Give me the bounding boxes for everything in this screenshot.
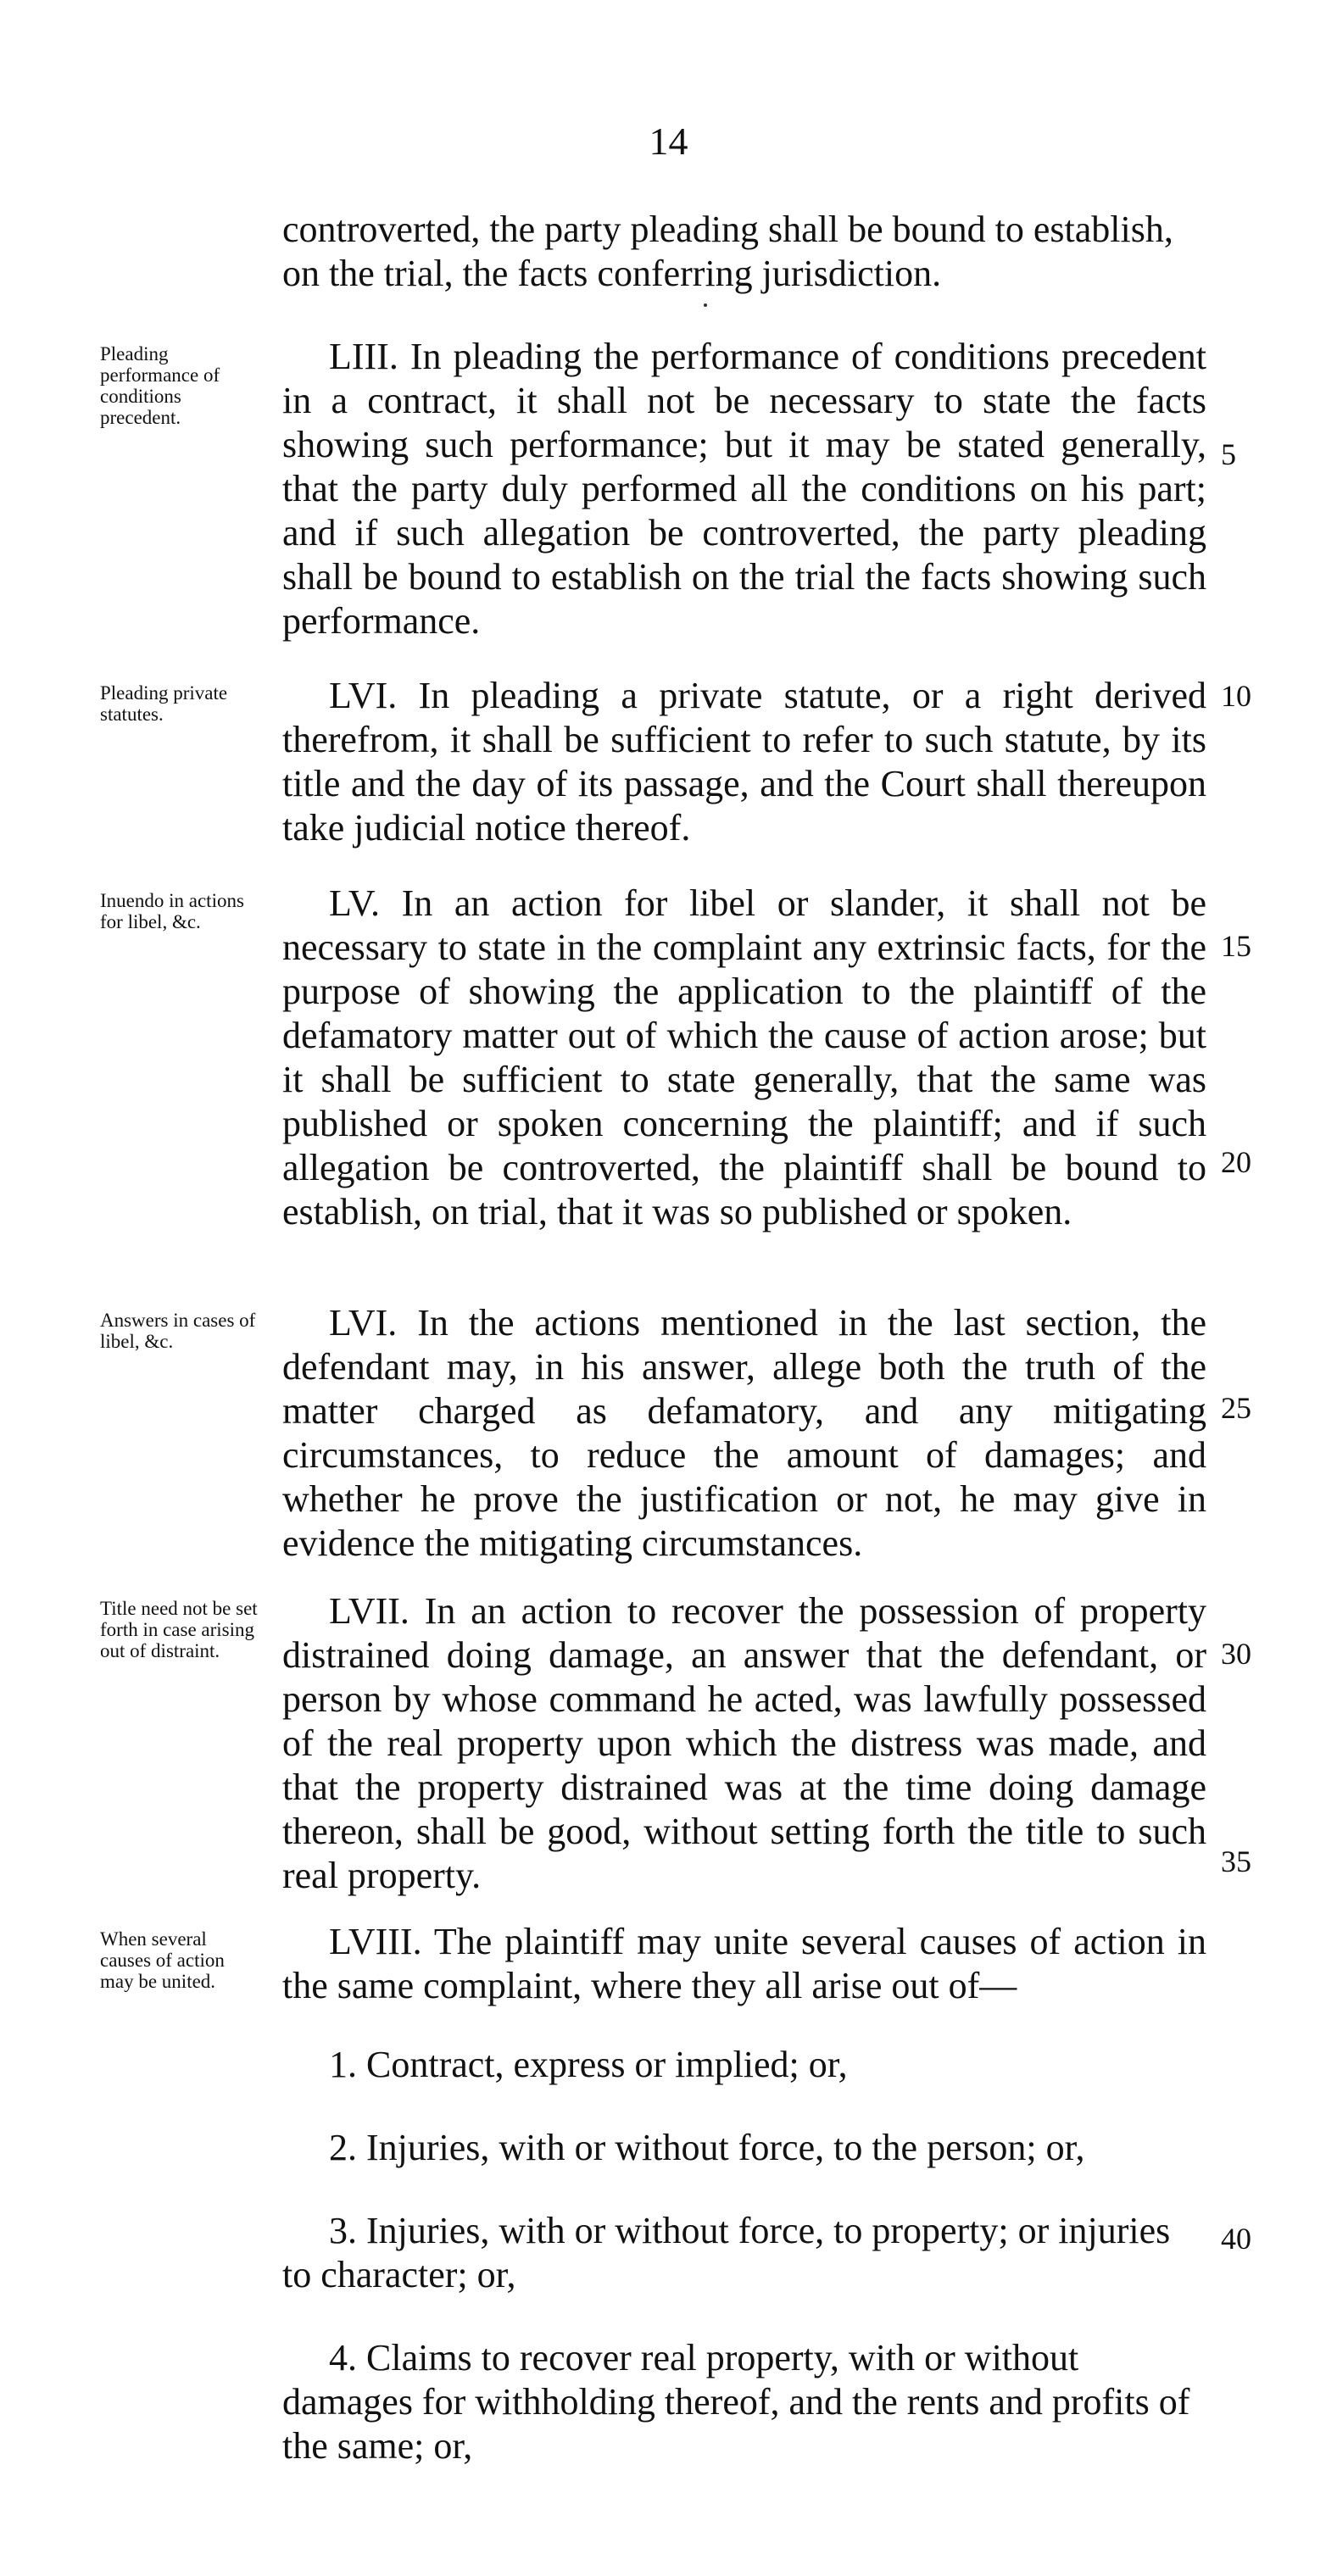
line-number: 35 bbox=[1221, 1844, 1251, 1878]
clause-item: 1. Contract, express or implied; or, bbox=[329, 2044, 848, 2085]
line-number: 10 bbox=[1221, 679, 1251, 713]
section-55-body bbox=[282, 882, 1206, 1234]
clause-item: 2. Injuries, with or without force, to the person; or, bbox=[329, 2127, 1085, 2168]
page-number: 14 bbox=[649, 120, 688, 163]
sidenote-private-statutes: Pleading private statutes. bbox=[100, 682, 228, 725]
sidenote-causes-united: When several causes of action may be united. bbox=[100, 1928, 225, 1992]
line-number: 15 bbox=[1221, 929, 1251, 963]
clause-item: 3. Injuries, with or without force, to property; or injuries to character; or, bbox=[282, 2210, 1171, 2295]
section-text: In the actions mentioned in the last section, the defendant may, in his answer, allege both the truth of the matter charged as defamatory, and any mitigating circumstances, to reduce the amount of damages; and whether he prove the justification or not, he may give in evidence the mitigating circumstances. bbox=[282, 1302, 1207, 1564]
line-number: 25 bbox=[1221, 1391, 1251, 1425]
section-text: In an action to recover the possession of property distrained doing damage, an answer that the defendant, or person by whose command he acted, was lawfully possessed of the real property upon which the distress was made, and that the property distrained was at the time doing damage thereon, shall be good, without setting forth the title to such real property. bbox=[282, 1590, 1206, 1896]
intro-paragraph: controverted, the party pleading shall be bound to establish, on the trial, the facts conferring jurisdiction. bbox=[282, 209, 1173, 294]
line-number: 5 bbox=[1221, 437, 1236, 471]
clause-list bbox=[282, 2043, 1206, 2507]
clause-item: 4. Claims to recover real property, with or without damages for withholding thereof, and the rents and profits of the same; or, bbox=[282, 2337, 1190, 2467]
section-53-body bbox=[282, 335, 1206, 643]
section-text: In pleading the performance of conditions precedent in a contract, it shall not be necessary to state the facts showing such performance; but it may be stated generally, that the party duly performed all the conditions on his part; and if such allegation be controverted, the party pleading shall be bound to establish on the trial the facts showing such performance. bbox=[282, 336, 1207, 642]
section-number: LVI. bbox=[329, 675, 398, 716]
sidenote-inuendo-libel: Inuendo in actions for libel, &c. bbox=[100, 890, 244, 932]
section-text: In an action for libel or slander, it shall not be necessary to state in the complaint any extrinsic facts, for the purpose of showing the application to the plaintiff of the defamatory matter out of which the cause of action arose; but it shall be sufficient to state generally, that the same was published or spoken concerning the plaintiff; and if such allegation be controverted, the plaintiff shall be bound to establish, on trial, that it was so published or spoken. bbox=[282, 882, 1207, 1232]
section-56-body bbox=[282, 1301, 1206, 1566]
section-57-body bbox=[282, 1589, 1206, 1898]
sidenote-title-distraint: Title need not be set forth in case arising out of distraint. bbox=[100, 1598, 258, 1661]
line-number: 30 bbox=[1221, 1637, 1251, 1671]
section-number: LIII. bbox=[329, 336, 398, 377]
line-number: 20 bbox=[1221, 1145, 1251, 1179]
section-text: In pleading a private statute, or a right derived therefrom, it shall be sufficient to refer to such statute, by its title and the day of its passage, and the Court shall thereupon take judicial notice thereof. bbox=[282, 675, 1206, 848]
divider-dot bbox=[704, 303, 707, 307]
section-text: The plaintiff may unite several causes of action in the same complaint, where they all arise out of— bbox=[282, 1921, 1206, 2006]
sidenote-answers-libel: Answers in cases of libel, &c. bbox=[100, 1310, 256, 1352]
line-number: 40 bbox=[1221, 2222, 1251, 2256]
section-number: LV. bbox=[329, 882, 380, 924]
section-number: LVII. bbox=[329, 1590, 409, 1632]
sidenote-pleading-performance: Pleading performance of conditions precedent. bbox=[100, 343, 220, 428]
section-54-body bbox=[282, 674, 1206, 850]
section-number: LVI. bbox=[329, 1302, 398, 1344]
section-number: LVIII. bbox=[329, 1921, 422, 1962]
section-58-body bbox=[282, 1920, 1206, 2008]
